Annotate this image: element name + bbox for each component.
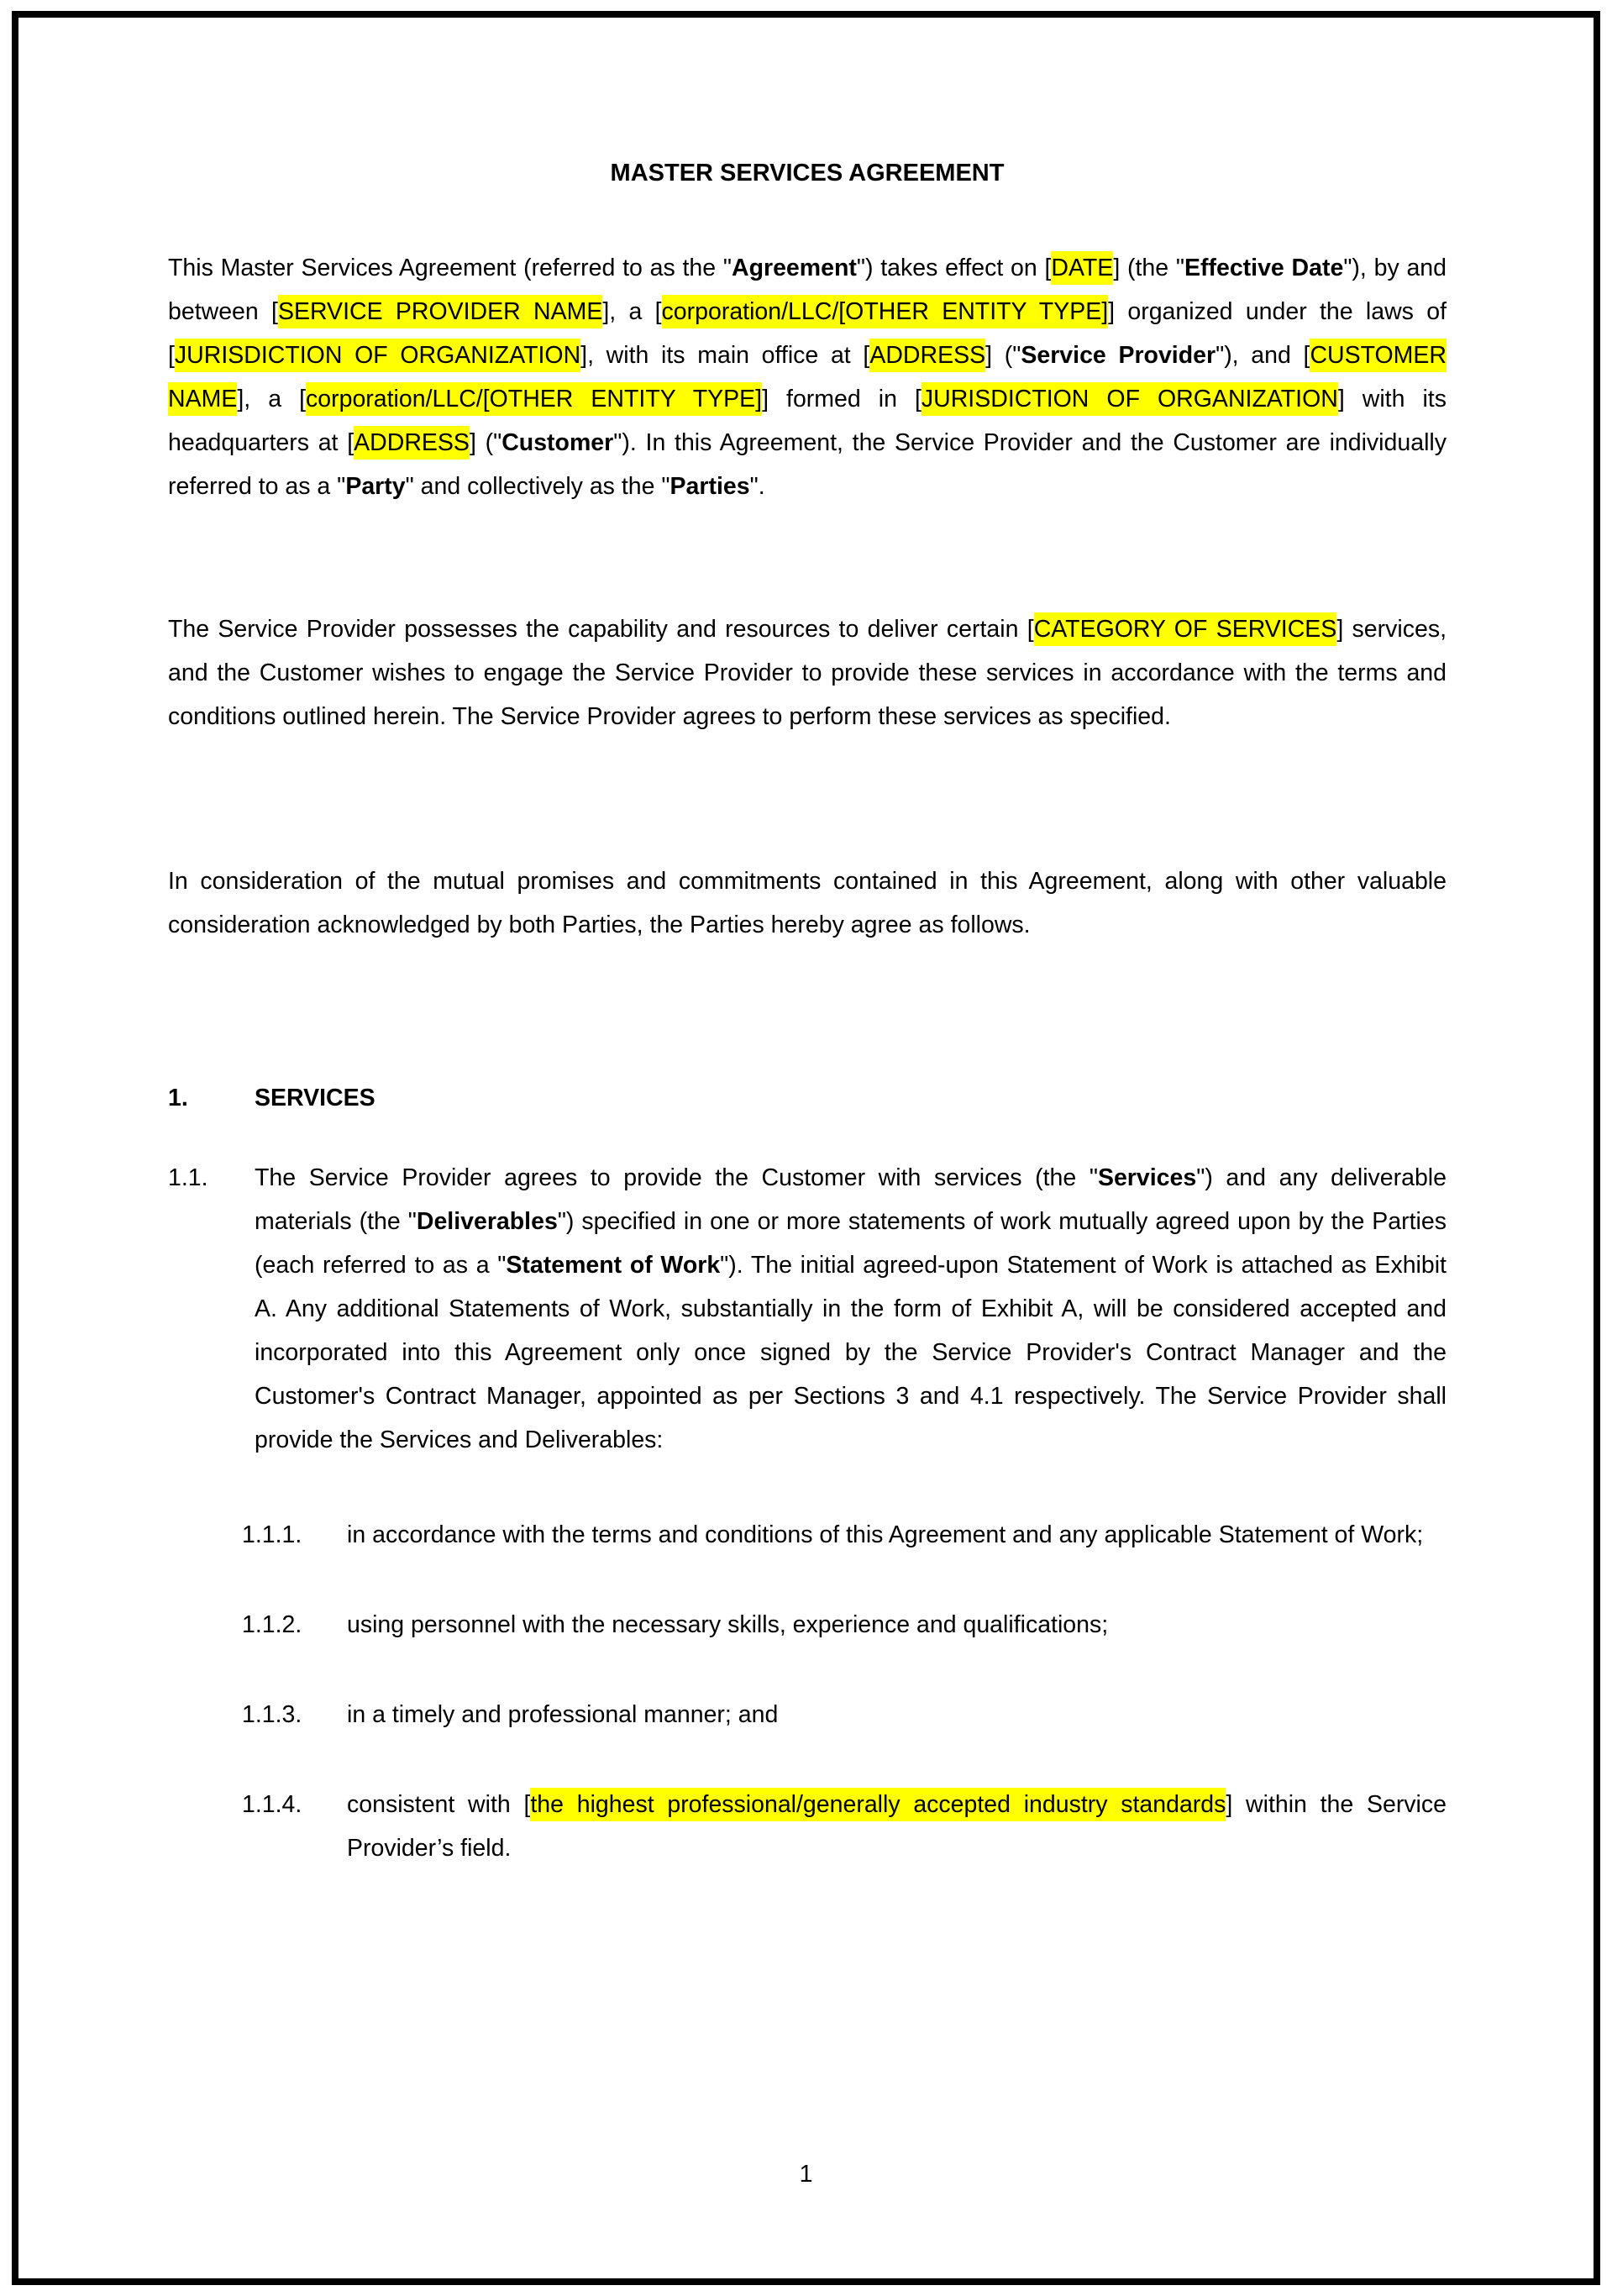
subclause-1-1-4 (168, 1783, 1447, 1870)
text-segment: The Service Provider agrees to provide the Customer with services (the " (255, 1164, 1098, 1191)
text-segment: ] (" (469, 429, 502, 456)
highlighted-placeholder: DATE (1051, 251, 1113, 285)
subclause-number: 1.1.3. (242, 1701, 302, 1728)
text-segment: in accordance with the terms and conditions of this Agreement and any applicable Statement of Work; (347, 1521, 1424, 1548)
highlighted-placeholder: JURISDICTION OF ORGANIZATION (922, 382, 1338, 416)
text-segment: "), and [ (1216, 342, 1310, 369)
text-segment: ". (749, 473, 765, 500)
text-segment: ") takes effect on [ (856, 255, 1052, 281)
clause-text (255, 1164, 1447, 1453)
text-segment: "). In this Agreement, the Service Provider and the Customer are individually referred to as a " (168, 429, 1447, 500)
clause-1-1 (168, 1156, 1447, 1462)
paragraph-consideration (168, 859, 1447, 947)
text-segment: ] with its headquarters at [ (168, 386, 1447, 456)
text-segment: In consideration of the mutual promises and commitments contained in this Agreement, along with other valuable consideration acknowledged by both Parties, the Parties hereby agree as follows. (168, 868, 1447, 938)
text-segment: ] (the " (1113, 255, 1184, 281)
paragraph-intro (168, 246, 1447, 508)
text-segment: The Service Provider possesses the capability and resources to deliver certain [ (168, 616, 1034, 643)
text-segment: This Master Services Agreement (referred to as the " (168, 255, 732, 281)
subclause-number: 1.1.1. (242, 1521, 302, 1548)
text-segment: ") specified in one or more statements of work mutually agreed upon by the Parties (each referred to as a " (255, 1208, 1447, 1279)
highlighted-placeholder: JURISDICTION OF ORGANIZATION (175, 339, 580, 372)
section-heading-text: SERVICES (255, 1085, 375, 1111)
text-segment: ] organized under the laws of [ (168, 298, 1447, 369)
subclause-1-1-3 (168, 1693, 1447, 1736)
text-segment: "), by and between [ (168, 255, 1447, 325)
text-segment: in a timely and professional manner; and (347, 1701, 779, 1728)
text-segment: ], a [ (602, 298, 662, 325)
highlighted-placeholder: ADDRESS (869, 339, 985, 372)
text-segment: Deliverables (416, 1208, 558, 1235)
text-segment: ] services, and the Customer wishes to engage the Service Provider to provide these services in accordance with the terms and conditions outlined herein. The Service Provider agrees to perform these services as specified. (168, 616, 1447, 730)
subclause-text (347, 1701, 778, 1728)
clause-number: 1.1. (168, 1164, 208, 1191)
paragraph-recital (168, 607, 1447, 738)
section-number: 1. (168, 1085, 188, 1111)
text-segment: Services (1097, 1164, 1197, 1191)
text-segment: " and collectively as the " (405, 473, 670, 500)
page-number: 1 (799, 2161, 813, 2188)
text-segment: "). The initial agreed-upon Statement of Work is attached as Exhibit A. Any additional Statements of Work, substantially in the form of Exhibit A, will be considered accepted and incorporated into this Agreement only once signed by the Service Provider's Contract Manager and the Customer's Contract Manager, appointed as per Sections 3 and 4.1 respectively. The Service Provider shall provide the Services and Deliverables: (255, 1252, 1447, 1453)
subclause-number: 1.1.4. (242, 1791, 302, 1818)
text-segment: consistent with [ (347, 1791, 531, 1818)
subclause-text (347, 1521, 1423, 1548)
text-segment: Agreement (731, 255, 857, 281)
text-segment: Service Provider (1021, 342, 1216, 369)
text-segment: Party (345, 473, 406, 500)
text-segment: Parties (669, 473, 750, 500)
subclause-1-1-1 (168, 1513, 1447, 1557)
subclause-text (347, 1611, 1108, 1638)
highlighted-placeholder: CUSTOMER NAME (168, 339, 1447, 416)
text-segment: Customer (501, 429, 614, 456)
subclause-text (347, 1788, 1447, 1862)
text-segment: ] formed in [ (762, 386, 922, 412)
document-content (168, 0, 1447, 1870)
text-segment: ], a [ (237, 386, 306, 412)
text-segment: Effective Date (1184, 255, 1344, 281)
text-segment: Statement of Work (506, 1252, 721, 1279)
highlighted-placeholder: SERVICE PROVIDER NAME (278, 295, 602, 328)
highlighted-placeholder: CATEGORY OF SERVICES (1034, 612, 1337, 646)
highlighted-placeholder: corporation/LLC/[OTHER ENTITY TYPE] (662, 295, 1109, 328)
subclause-number: 1.1.2. (242, 1611, 302, 1638)
text-segment: using personnel with the necessary skills, experience and qualifications; (347, 1611, 1109, 1638)
subclause-1-1-2 (168, 1603, 1447, 1647)
highlighted-placeholder: the highest professional/generally accepted industry standards (530, 1788, 1226, 1821)
document-title: MASTER SERVICES AGREEMENT (610, 160, 1005, 187)
text-segment: ") and any deliverable materials (the " (255, 1164, 1447, 1235)
text-segment: ] within the Service Provider’s field. (347, 1791, 1447, 1862)
highlighted-placeholder: corporation/LLC/[OTHER ENTITY TYPE] (306, 382, 762, 416)
highlighted-placeholder: ADDRESS (354, 426, 470, 460)
text-segment: ], with its main office at [ (580, 342, 870, 369)
text-segment: ] (" (985, 342, 1021, 369)
section-heading-services (168, 1076, 1447, 1120)
